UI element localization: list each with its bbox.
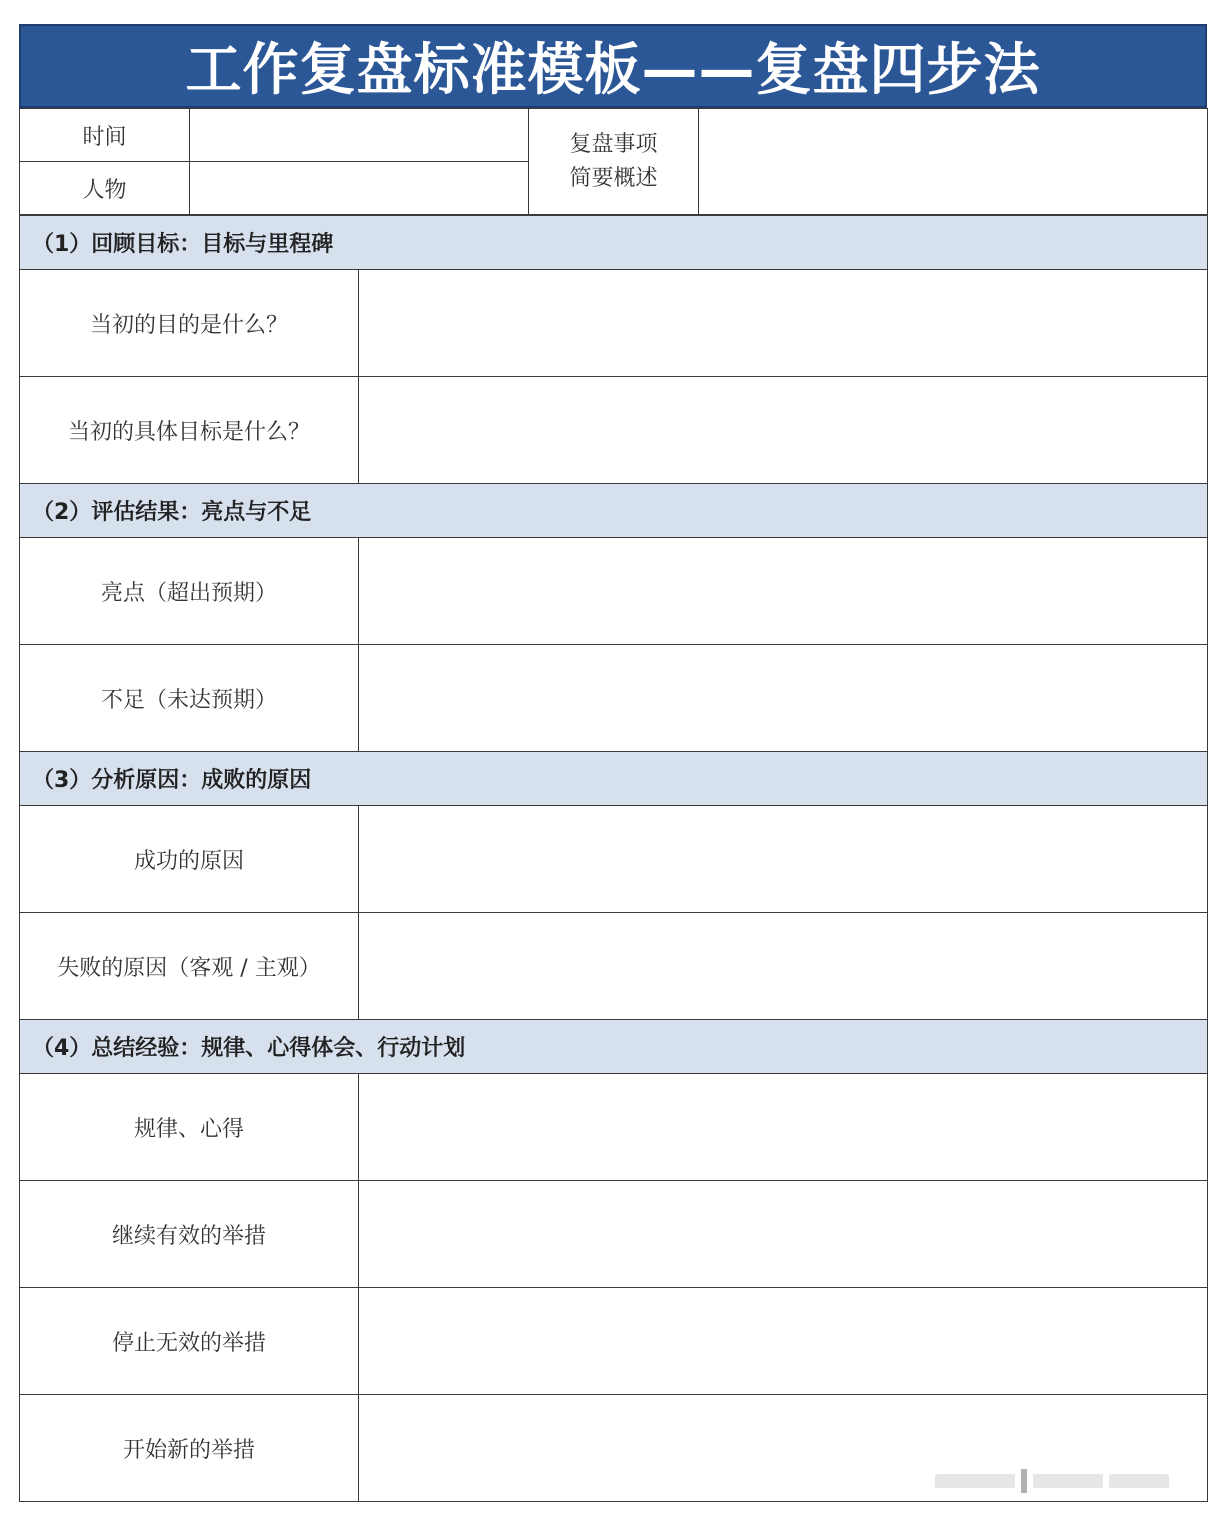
answer-input-cell[interactable]	[359, 913, 1208, 1020]
answer-input-cell[interactable]	[359, 377, 1208, 484]
question-row	[20, 1074, 1208, 1181]
question-label: 当初的目的是什么？	[20, 270, 359, 377]
watermark-mark	[935, 1474, 1015, 1488]
question-label: 失败的原因（客观 / 主观）	[20, 913, 359, 1020]
section-header-row	[20, 1020, 1208, 1074]
question-row	[20, 377, 1208, 484]
meta-table	[19, 108, 1208, 215]
summary-label-line2: 简要概述	[569, 165, 658, 191]
answer-input-cell[interactable]	[359, 270, 1208, 377]
watermark	[935, 1468, 1195, 1494]
question-row	[20, 1181, 1208, 1288]
review-template-sheet	[19, 24, 1207, 1502]
person-label: 人物	[20, 162, 190, 215]
section-heading: （3）分析原因：成败的原因	[20, 752, 1208, 806]
section-heading: （4）总结经验：规律、心得体会、行动计划	[20, 1020, 1208, 1074]
question-label: 当初的具体目标是什么？	[20, 377, 359, 484]
section-heading: （2）评估结果：亮点与不足	[20, 484, 1208, 538]
sections-table	[19, 215, 1208, 1502]
watermark-mark	[1021, 1469, 1027, 1493]
summary-label	[529, 109, 699, 215]
question-row	[20, 913, 1208, 1020]
section-header-row	[20, 484, 1208, 538]
section-header-row	[20, 752, 1208, 806]
question-label: 不足（未达预期）	[20, 645, 359, 752]
question-row	[20, 1288, 1208, 1395]
answer-input-cell[interactable]	[359, 1181, 1208, 1288]
question-row	[20, 645, 1208, 752]
question-row	[20, 538, 1208, 645]
section-header-row	[20, 216, 1208, 270]
section-heading: （1）回顾目标：目标与里程碑	[20, 216, 1208, 270]
summary-label-line1: 复盘事项	[569, 131, 658, 157]
question-label: 规律、心得	[20, 1074, 359, 1181]
question-label: 继续有效的举措	[20, 1181, 359, 1288]
answer-input-cell[interactable]	[359, 645, 1208, 752]
answer-input-cell[interactable]	[359, 1288, 1208, 1395]
summary-input-cell[interactable]	[699, 109, 1208, 215]
question-label: 开始新的举措	[20, 1395, 359, 1502]
question-label: 亮点（超出预期）	[20, 538, 359, 645]
answer-input-cell[interactable]	[359, 806, 1208, 913]
time-input-cell[interactable]	[190, 109, 529, 162]
question-row	[20, 270, 1208, 377]
time-label: 时间	[20, 109, 190, 162]
answer-input-cell[interactable]	[359, 1074, 1208, 1181]
question-label: 成功的原因	[20, 806, 359, 913]
watermark-mark	[1109, 1474, 1169, 1488]
answer-input-cell[interactable]	[359, 538, 1208, 645]
question-row	[20, 806, 1208, 913]
person-input-cell[interactable]	[190, 162, 529, 215]
watermark-mark	[1033, 1474, 1103, 1488]
question-label: 停止无效的举措	[20, 1288, 359, 1395]
page-title: 工作复盘标准模板——复盘四步法	[19, 24, 1207, 108]
